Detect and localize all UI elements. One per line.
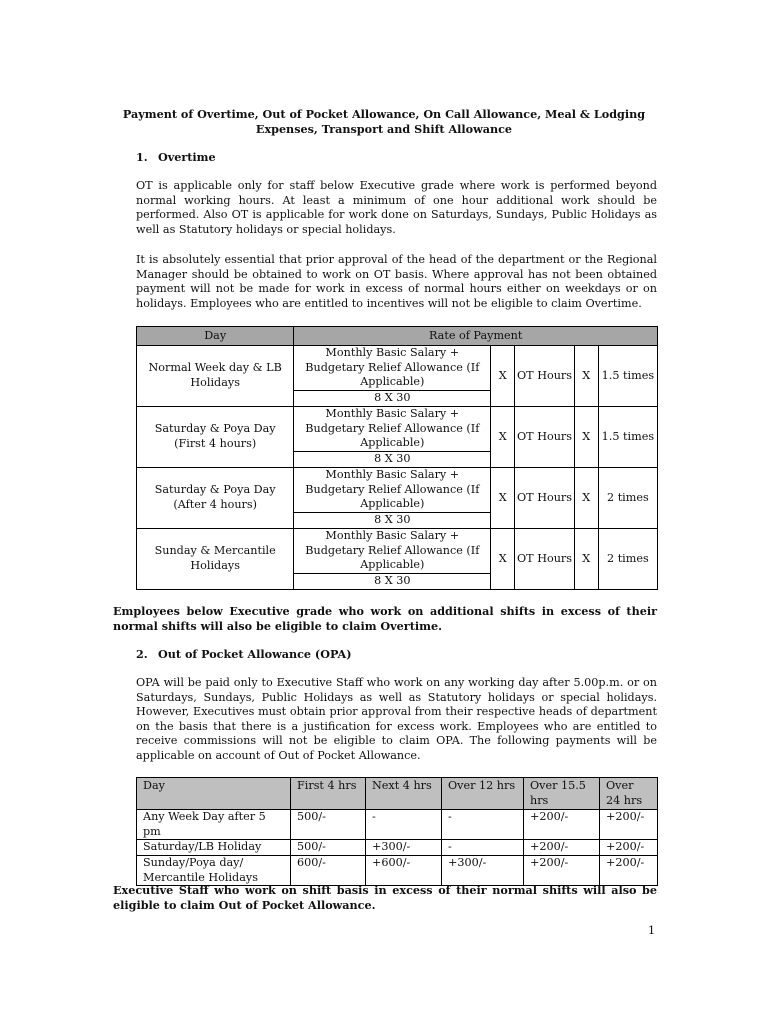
section-number: 1. (136, 150, 148, 164)
section-title: Overtime (158, 150, 216, 164)
formula-numerator: Monthly Basic Salary + Budgetary Relief Allowance (If Applicable) (294, 346, 491, 391)
multiply-sign: X (574, 529, 598, 590)
amount-cell: - (442, 810, 524, 840)
amount-cell: +200/- (524, 855, 600, 885)
day-cell: Sunday & Mercantile Holidays (137, 529, 294, 590)
opa-rate-table (136, 777, 658, 886)
section-title: Out of Pocket Allowance (OPA) (158, 647, 352, 661)
overtime-paragraph-2: It is absolutely essential that prior approval of the head of the department or the Regional Manager should be obtained to work on OT basis. Where approval has not been obtained payment will not be made for work in excess of normal hours either on weekdays or on holidays. Employees who are entitled to incentives will not be eligible to claim Overtime. (136, 253, 657, 310)
day-cell: Saturday & Poya Day (After 4 hours) (137, 468, 294, 529)
page-number: 1 (648, 924, 656, 937)
formula-denominator: 8 X 30 (294, 391, 491, 407)
ot-hours-cell: OT Hours (515, 529, 574, 590)
amount-cell: +300/- (366, 840, 442, 856)
section-number: 2. (136, 647, 148, 661)
column-header-over-24-hrs: Over 24 hrs (600, 778, 658, 810)
multiply-sign: X (491, 407, 515, 468)
overtime-paragraph-1: OT is applicable only for staff below Executive grade where work is performed beyond normal working hours. At least a minimum of one hour additional work should be performed. Also OT is applicable for work done on Saturdays, Sundays, Public Holidays as well as Statutory holidays or special holidays. (136, 179, 657, 236)
table-header-row (137, 778, 658, 810)
formula-denominator: 8 X 30 (294, 574, 491, 590)
ot-hours-cell: OT Hours (515, 468, 574, 529)
table-row (137, 346, 658, 391)
table-row (137, 810, 658, 840)
opa-shift-note: Executive Staff who work on shift basis in excess of their normal shifts will also be eligible to claim Out of Pocket Allowance. (113, 883, 657, 912)
column-header-over-15-5-hrs: Over 15.5 hrs (524, 778, 600, 810)
formula-numerator: Monthly Basic Salary + Budgetary Relief Allowance (If Applicable) (294, 407, 491, 452)
column-header-next-4-hrs: Next 4 hrs (366, 778, 442, 810)
amount-cell: +200/- (600, 840, 658, 856)
day-cell: Saturday & Poya Day (First 4 hours) (137, 407, 294, 468)
amount-cell: 500/- (291, 810, 366, 840)
multiplier-cell: 1.5 times (598, 346, 657, 407)
amount-cell: - (442, 840, 524, 856)
overtime-shift-note: Employees below Executive grade who work on additional shifts in excess of their normal shifts will also be eligible to claim Overtime. (113, 604, 657, 633)
ot-hours-cell: OT Hours (515, 407, 574, 468)
table-row (137, 468, 658, 513)
amount-cell: +600/- (366, 855, 442, 885)
table-row (137, 529, 658, 574)
multiply-sign: X (491, 529, 515, 590)
amount-cell: +200/- (524, 810, 600, 840)
multiply-sign: X (574, 468, 598, 529)
multiply-sign: X (574, 346, 598, 407)
column-header-day: Day (137, 327, 294, 346)
overtime-rate-table (136, 326, 658, 590)
page-title: Payment of Overtime, Out of Pocket Allowance, On Call Allowance, Meal & Lodging Expenses, Transport and Shift Allowance (122, 107, 646, 136)
amount-cell: +200/- (600, 855, 658, 885)
day-cell: Any Week Day after 5 pm (137, 810, 291, 840)
multiply-sign: X (574, 407, 598, 468)
day-cell: Normal Week day & LB Holidays (137, 346, 294, 407)
amount-cell: 500/- (291, 840, 366, 856)
column-header-day: Day (137, 778, 291, 810)
section-heading-overtime (136, 150, 216, 165)
multiply-sign: X (491, 346, 515, 407)
table-row (137, 840, 658, 856)
amount-cell: +300/- (442, 855, 524, 885)
amount-cell: 600/- (291, 855, 366, 885)
formula-denominator: 8 X 30 (294, 513, 491, 529)
table-row (137, 855, 658, 885)
amount-cell: - (366, 810, 442, 840)
day-cell: Saturday/LB Holiday (137, 840, 291, 856)
day-cell: Sunday/Poya day/ Mercantile Holidays (137, 855, 291, 885)
multiplier-cell: 2 times (598, 468, 657, 529)
formula-denominator: 8 X 30 (294, 452, 491, 468)
column-header-first-4-hrs: First 4 hrs (291, 778, 366, 810)
amount-cell: +200/- (524, 840, 600, 856)
column-header-rate: Rate of Payment (294, 327, 658, 346)
formula-numerator: Monthly Basic Salary + Budgetary Relief Allowance (If Applicable) (294, 529, 491, 574)
ot-hours-cell: OT Hours (515, 346, 574, 407)
table-row (137, 407, 658, 452)
column-header-over-12-hrs: Over 12 hrs (442, 778, 524, 810)
table-header-row (137, 327, 658, 346)
section-heading-opa (136, 647, 352, 662)
multiplier-cell: 2 times (598, 529, 657, 590)
amount-cell: +200/- (600, 810, 658, 840)
multiplier-cell: 1.5 times (598, 407, 657, 468)
multiply-sign: X (491, 468, 515, 529)
formula-numerator: Monthly Basic Salary + Budgetary Relief Allowance (If Applicable) (294, 468, 491, 513)
opa-paragraph-1: OPA will be paid only to Executive Staff who work on any working day after 5.00p.m. or on Saturdays, Sundays, Public Holidays as well as Statutory holidays or special holidays. However, Executives must obtain prior approval from their respective heads of department on the basis that there is a justification for excess work. Employees who are entitled to receive commissions will not be eligible to claim OPA. The following payments will be applicable on account of Out of Pocket Allowance. (136, 676, 657, 762)
